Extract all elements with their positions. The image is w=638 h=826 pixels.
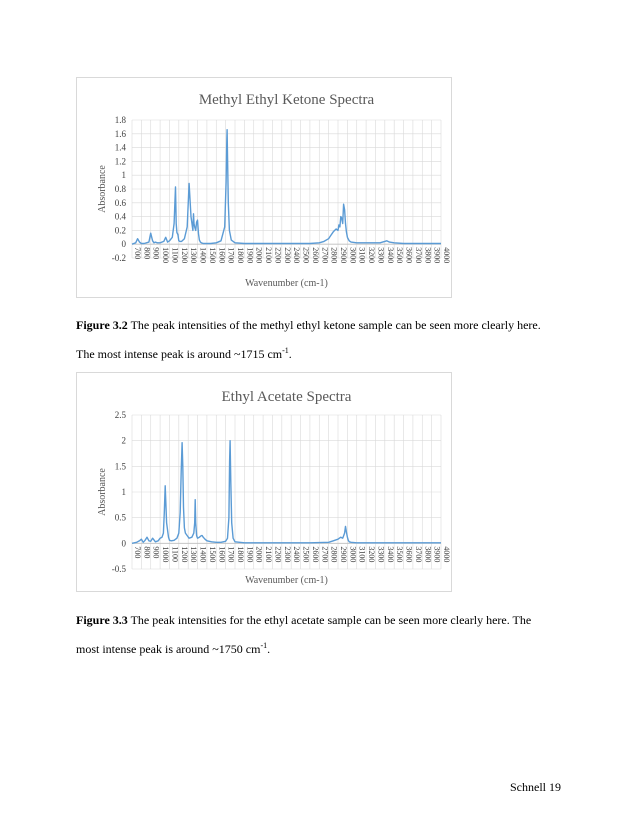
caption-label: Figure 3.3 bbox=[76, 613, 128, 627]
x-tick-label: 4000 bbox=[442, 247, 451, 264]
caption-tail: . bbox=[267, 642, 271, 656]
x-tick-label: 1700 bbox=[226, 546, 236, 563]
y-axis-label: Absorbance bbox=[97, 165, 108, 213]
x-tick-label: 3200 bbox=[367, 247, 377, 264]
x-tick-label: 1200 bbox=[179, 247, 189, 264]
y-axis-label: Absorbance bbox=[97, 468, 108, 516]
x-tick-label: 3200 bbox=[367, 546, 377, 563]
x-tick-label: 2900 bbox=[339, 247, 348, 264]
x-tick-label: 1600 bbox=[217, 247, 227, 264]
x-tick-label: 2200 bbox=[273, 247, 283, 264]
chart-title: Ethyl Acetate Spectra bbox=[221, 389, 352, 405]
chart-svg bbox=[77, 373, 451, 591]
x-tick-label: 3800 bbox=[423, 546, 433, 563]
x-tick-label: 800 bbox=[142, 247, 152, 260]
y-tick-label: 1.5 bbox=[114, 461, 126, 472]
x-tick-label: 1100 bbox=[170, 247, 180, 263]
y-tick-label: 1 bbox=[121, 170, 126, 181]
figure-caption-3-2 bbox=[76, 318, 576, 332]
chart-svg bbox=[77, 78, 451, 297]
x-tick-label: 3900 bbox=[432, 247, 442, 264]
x-tick-label: 3000 bbox=[348, 546, 358, 563]
caption-text: most intense peak is around ~1750 cm bbox=[76, 642, 261, 656]
chart-ethyl-acetate bbox=[76, 372, 452, 592]
caption-superscript: -1 bbox=[260, 641, 268, 650]
x-tick-label: 3500 bbox=[395, 247, 405, 264]
x-tick-label: 2400 bbox=[292, 546, 302, 563]
x-tick-label: 700 bbox=[133, 247, 142, 260]
y-tick-label: 0 bbox=[121, 538, 126, 549]
x-tick-label: 3300 bbox=[376, 546, 386, 563]
x-tick-label: 2500 bbox=[301, 546, 311, 563]
x-axis-label: Wavenumber (cm-1) bbox=[245, 278, 328, 289]
x-tick-label: 3500 bbox=[395, 546, 405, 563]
x-tick-label: 2700 bbox=[320, 546, 330, 563]
caption-text: The peak intensities for the ethyl acetate sample can be seen more clearly here. The bbox=[127, 613, 532, 627]
y-tick-label: 0.2 bbox=[114, 225, 126, 236]
x-tick-label: 1100 bbox=[170, 546, 180, 563]
y-tick-label: 1.2 bbox=[114, 156, 126, 167]
y-tick-label: 0.6 bbox=[114, 197, 126, 208]
x-tick-label: 1000 bbox=[161, 546, 171, 563]
x-tick-label: 3700 bbox=[413, 247, 423, 264]
x-tick-label: 2100 bbox=[264, 546, 274, 563]
y-tick-label: 1 bbox=[121, 487, 126, 497]
x-tick-label: 1400 bbox=[198, 546, 208, 563]
y-tick-label: -0.5 bbox=[111, 564, 126, 574]
figure-caption-3-3-line2 bbox=[76, 642, 576, 656]
x-tick-label: 3100 bbox=[357, 247, 367, 264]
x-tick-label: 1200 bbox=[179, 546, 189, 563]
y-tick-label: 0.8 bbox=[114, 184, 126, 194]
x-tick-label: 3600 bbox=[404, 247, 414, 264]
x-tick-label: 2600 bbox=[310, 247, 320, 264]
y-tick-label: 2.5 bbox=[114, 410, 126, 420]
x-tick-label: 1300 bbox=[189, 247, 199, 264]
x-tick-label: 3100 bbox=[357, 546, 367, 563]
series-line bbox=[132, 130, 441, 245]
y-tick-label: 1.4 bbox=[114, 142, 126, 153]
x-tick-label: 900 bbox=[151, 546, 161, 559]
chart-title: Methyl Ethyl Ketone Spectra bbox=[198, 92, 375, 108]
x-tick-label: 2000 bbox=[254, 247, 264, 264]
y-tick-label: -0.2 bbox=[111, 253, 126, 263]
x-tick-label: 3600 bbox=[404, 546, 414, 563]
x-tick-label: 2500 bbox=[301, 247, 311, 264]
x-tick-label: 1900 bbox=[245, 546, 255, 563]
x-tick-label: 2400 bbox=[292, 247, 302, 264]
x-tick-label: 700 bbox=[133, 546, 142, 559]
x-tick-label: 3800 bbox=[423, 247, 433, 264]
x-tick-label: 1800 bbox=[236, 546, 245, 563]
x-tick-label: 2100 bbox=[264, 247, 274, 264]
x-tick-label: 1600 bbox=[217, 546, 227, 563]
x-tick-label: 2800 bbox=[329, 247, 339, 264]
x-tick-label: 3300 bbox=[376, 247, 386, 264]
x-tick-label: 1400 bbox=[198, 247, 208, 264]
x-tick-label: 1700 bbox=[226, 247, 236, 264]
x-tick-label: 2800 bbox=[329, 546, 339, 563]
y-tick-label: 1.6 bbox=[114, 128, 126, 139]
x-axis-label: Wavenumber (cm-1) bbox=[245, 575, 328, 586]
x-tick-label: 1500 bbox=[207, 546, 217, 563]
x-tick-label: 3700 bbox=[413, 546, 423, 563]
x-tick-label: 3400 bbox=[385, 247, 395, 264]
caption-superscript: -1 bbox=[282, 346, 289, 355]
x-tick-label: 2700 bbox=[320, 247, 330, 264]
x-tick-label: 800 bbox=[142, 546, 152, 559]
x-tick-label: 2300 bbox=[282, 546, 292, 563]
x-tick-label: 900 bbox=[151, 247, 161, 260]
caption-text: The peak intensities of the methyl ethyl ketone sample can be seen more clearly here. bbox=[127, 318, 541, 332]
chart-methyl-ethyl-ketone bbox=[76, 77, 452, 298]
y-tick-label: 0.4 bbox=[114, 211, 126, 222]
x-tick-label: 1000 bbox=[161, 247, 171, 264]
caption-tail: . bbox=[288, 347, 292, 361]
y-tick-label: 2 bbox=[121, 435, 126, 446]
y-tick-label: 0 bbox=[121, 239, 126, 250]
x-tick-label: 2300 bbox=[282, 247, 292, 264]
y-tick-label: 0.5 bbox=[114, 512, 126, 523]
x-tick-label: 2200 bbox=[273, 546, 283, 563]
x-tick-label: 1900 bbox=[245, 247, 255, 264]
x-tick-label: 1300 bbox=[189, 546, 199, 563]
x-tick-label: 2600 bbox=[310, 546, 320, 563]
x-tick-label: 1500 bbox=[207, 247, 217, 264]
caption-label: Figure 3.2 bbox=[76, 318, 128, 332]
caption-text: The most intense peak is around ~1715 cm bbox=[76, 347, 283, 361]
x-tick-label: 2000 bbox=[254, 546, 264, 563]
x-tick-label: 2900 bbox=[339, 546, 348, 563]
figure-caption-3-3 bbox=[76, 613, 576, 627]
y-tick-label: 1.8 bbox=[114, 115, 126, 125]
x-tick-label: 3000 bbox=[348, 247, 358, 264]
figure-caption-3-2-line2 bbox=[76, 347, 576, 361]
x-tick-label: 3900 bbox=[432, 546, 442, 563]
page-footer: Schnell 19 bbox=[510, 780, 561, 794]
x-tick-label: 4000 bbox=[442, 546, 451, 563]
x-tick-label: 1800 bbox=[236, 247, 245, 264]
x-tick-label: 3400 bbox=[385, 546, 395, 563]
